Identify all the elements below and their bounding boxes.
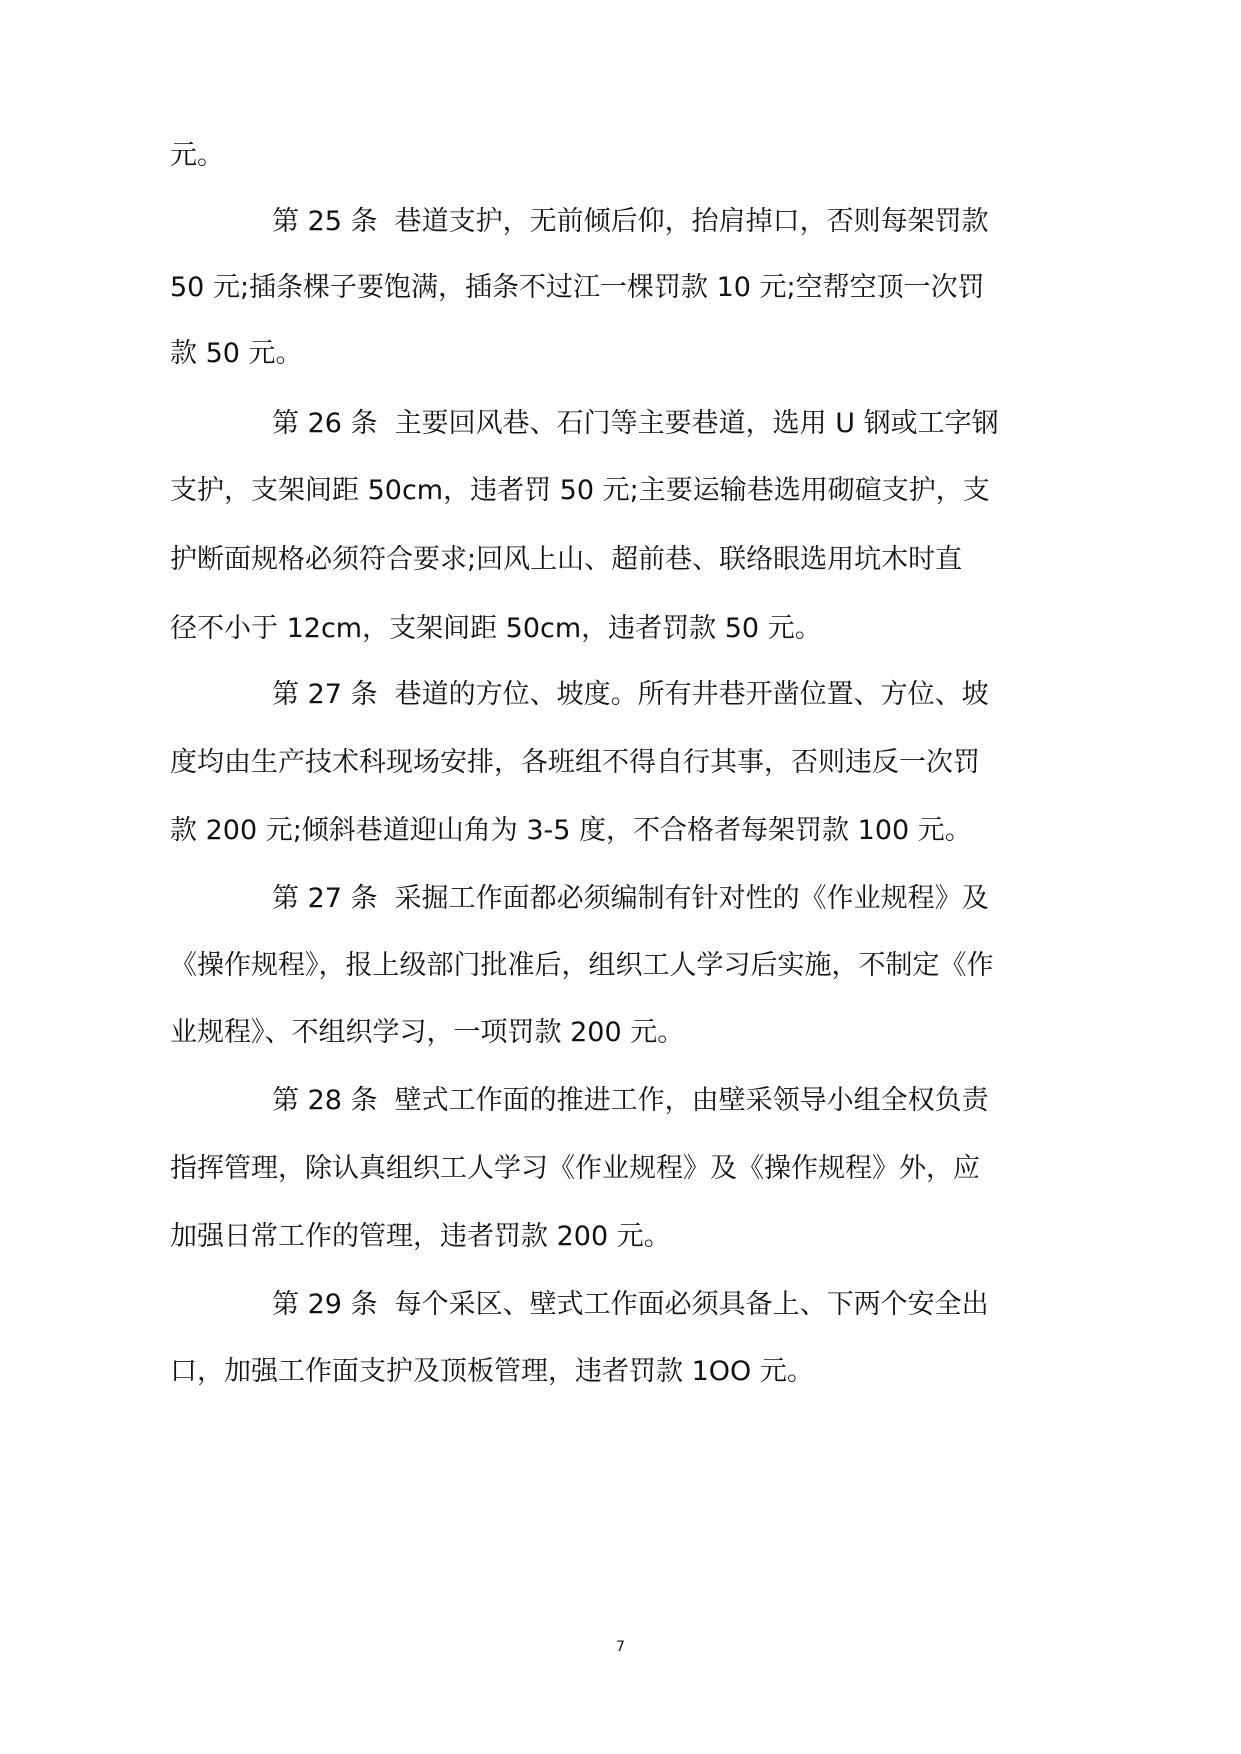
text-line: 业规程》、不组织学习，一项罚款 200 元。 [170,1017,685,1048]
article-heading-line: 第 26 条 主要回风巷、石门等主要巷道，选用 U 钢或工字钢 [272,408,999,439]
text-line: 指挥管理，除认真组织工人学习《作业规程》及《操作规程》外，应 [170,1153,980,1184]
page-number: 7 [616,1639,625,1655]
text-line: 口，加强工作面支护及顶板管理，违者罚款 1OO 元。 [170,1356,814,1387]
text-line: 《操作规程》，报上级部门批准后，组织工人学习后实施，不制定《作 [170,950,994,981]
text-line: 度均由生产技术科现场安排，各班组不得自行其事，否则违反一次罚 [170,747,980,778]
text-line: 元。 [170,140,224,171]
article-heading-line: 第 29 条 每个采区、壁式工作面必须具备上、下两个安全出 [272,1289,989,1320]
article-heading-line: 第 28 条 壁式工作面的推进工作，由壁采领导小组全权负责 [272,1085,989,1116]
article-heading-line: 第 27 条 巷道的方位、坡度。所有井巷开凿位置、方位、坡 [272,679,989,710]
article-heading-line: 第 27 条 采掘工作面都必须编制有针对性的《作业规程》及 [272,883,989,914]
text-line: 款 200 元;倾斜巷道迎山角为 3-5 度，不合格者每架罚款 100 元。 [170,815,972,846]
text-line: 50 元;插条棵子要饱满，插条不过江一棵罚款 10 元;空帮空顶一次罚 [170,272,985,303]
text-line: 加强日常工作的管理，违者罚款 200 元。 [170,1221,671,1252]
text-line: 护断面规格必须符合要求;回风上山、超前巷、联络眼选用坑木时直 [170,544,963,575]
text-line: 支护，支架间距 50cm，违者罚 50 元;主要运输巷选用砌碹支护，支 [170,475,990,506]
article-heading-line: 第 25 条 巷道支护，无前倾后仰，抬肩掉口，否则每架罚款 [272,206,989,237]
text-line: 款 50 元。 [170,338,303,369]
text-line: 径不小于 12cm，支架间距 50cm，违者罚款 50 元。 [170,613,822,644]
